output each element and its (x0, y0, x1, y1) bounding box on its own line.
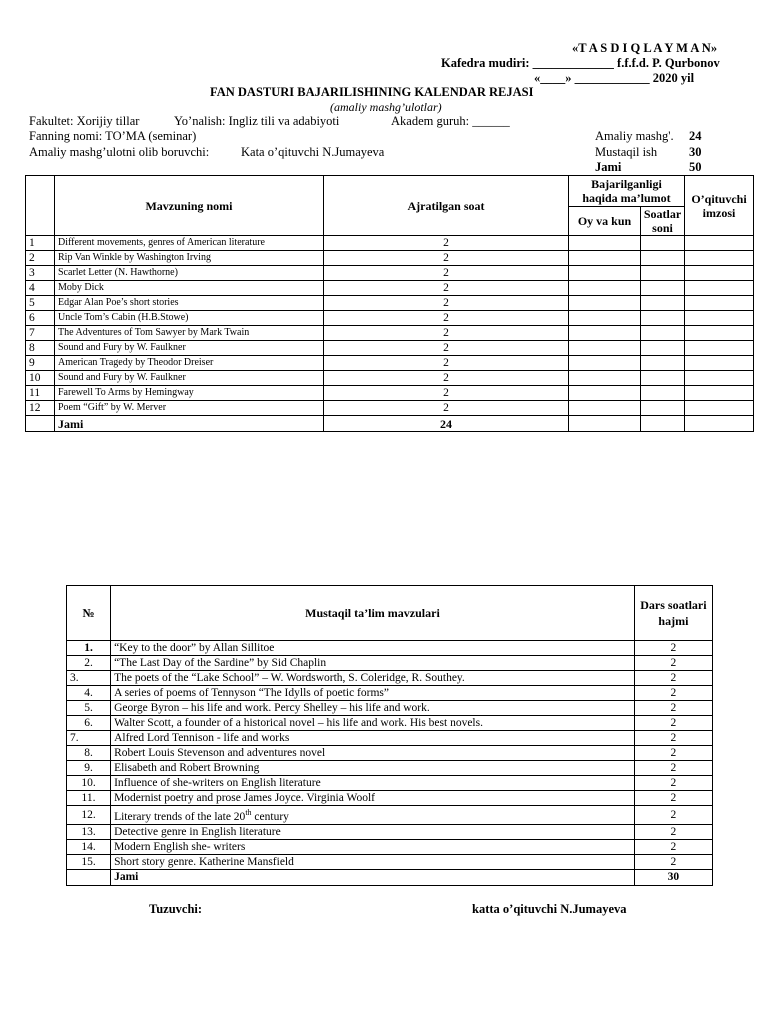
row-hours: 2 (634, 671, 712, 686)
row-number: 4. (67, 686, 111, 701)
row-topic (111, 791, 635, 806)
author-label: Tuzuvchi: (149, 902, 203, 916)
group-label: Akadem guruh: ______ (391, 114, 510, 128)
row-number: 10. (67, 776, 111, 791)
row-date-cell (569, 371, 641, 386)
row-signature-cell (685, 326, 754, 341)
table-row (26, 311, 754, 326)
row-hours: 2 (634, 761, 712, 776)
row-topic (111, 716, 635, 731)
table-row (67, 731, 713, 746)
row-date-cell (569, 386, 641, 401)
row-hours: 2 (634, 746, 712, 761)
header-hours: Dars soatlari hajmi (634, 586, 712, 641)
row-hours: 2 (324, 371, 569, 386)
row-date-cell (569, 311, 641, 326)
total-value: 30 (634, 869, 712, 885)
independent-study-table (66, 585, 713, 886)
row-date-cell (569, 266, 641, 281)
table-row (67, 806, 713, 825)
row-topic-text: “Key to the door” by Allan Sillitoe (114, 642, 275, 654)
row-topic (111, 806, 635, 825)
row-number: 6. (67, 716, 111, 731)
row-number: 5 (26, 296, 55, 311)
row-hours: 2 (324, 356, 569, 371)
row-hours: 2 (634, 839, 712, 854)
row-hours: 2 (324, 401, 569, 416)
table-row (26, 266, 754, 281)
row-topic: Sound and Fury by W. Faulkner (55, 341, 324, 356)
row-topic (111, 656, 635, 671)
row-topic: The Adventures of Tom Sawyer by Mark Twain (55, 326, 324, 341)
subject-label: Fanning nomi: (29, 129, 103, 143)
row-hours: 2 (324, 281, 569, 296)
row-signature-cell (685, 341, 754, 356)
teacher-name: Kata o’qituvchi N.Jumayeva (241, 145, 385, 159)
row-topic-text: Alfred Lord Tennison - life and works (114, 732, 290, 744)
row-count-cell (641, 236, 685, 251)
row-topic (111, 671, 635, 686)
total-date-cell (569, 416, 641, 432)
table-row (67, 686, 713, 701)
row-date-cell (569, 251, 641, 266)
row-number: 13. (67, 824, 111, 839)
approval-date: «____» ____________ 2020 yil (534, 71, 695, 85)
row-number: 2. (67, 656, 111, 671)
row-count-cell (641, 341, 685, 356)
row-topic: Moby Dick (55, 281, 324, 296)
row-hours: 2 (324, 236, 569, 251)
row-count-cell (641, 401, 685, 416)
row-topic: Poem “Gift” by W. Merver (55, 401, 324, 416)
table-row (26, 341, 754, 356)
row-topic: Different movements, genres of American literature (55, 236, 324, 251)
row-topic: American Tragedy by Theodor Dreiser (55, 356, 324, 371)
header-topic: Mustaqil ta’lim mavzulari (111, 586, 635, 641)
row-signature-cell (685, 371, 754, 386)
table-row (26, 386, 754, 401)
row-number: 2 (26, 251, 55, 266)
row-number: 4 (26, 281, 55, 296)
row-topic (111, 839, 635, 854)
row-hours: 2 (324, 251, 569, 266)
row-topic: Edgar Alan Poe’s short stories (55, 296, 324, 311)
header-number-cell (26, 176, 55, 236)
row-signature-cell (685, 266, 754, 281)
hours-total-value: 50 (689, 160, 702, 174)
hours-independent-value: 30 (689, 145, 702, 159)
row-hours: 2 (324, 386, 569, 401)
row-topic-text: Modern English she- writers (114, 840, 246, 853)
row-signature-cell (685, 251, 754, 266)
table-row (26, 401, 754, 416)
table-row (67, 641, 713, 656)
row-topic-text: Walter Scott, a founder of a historical novel – his life and work. His best novels. (114, 717, 483, 729)
row-topic (111, 761, 635, 776)
teacher-label: Amaliy mashg’ulotni olib boruvchi: (29, 145, 210, 159)
row-signature-cell (685, 401, 754, 416)
row-hours: 2 (324, 326, 569, 341)
row-topic: Scarlet Letter (N. Hawthorne) (55, 266, 324, 281)
row-topic-text: Literary trends of the late 20 (114, 810, 246, 823)
row-count-cell (641, 326, 685, 341)
row-number: 11 (26, 386, 55, 401)
table-row (67, 716, 713, 731)
total-signature-cell (685, 416, 754, 432)
row-topic (111, 686, 635, 701)
author-name: katta o’qituvchi N.Jumayeva (472, 902, 627, 916)
table-row (26, 236, 754, 251)
table-row (26, 281, 754, 296)
row-hours: 2 (634, 791, 712, 806)
row-count-cell (641, 251, 685, 266)
table-row (26, 251, 754, 266)
direction-label: Yo’nalish: Ingliz tili va adabiyoti (174, 114, 340, 128)
row-count-cell (641, 356, 685, 371)
row-topic-text-after: century (251, 810, 289, 823)
approval-title: «T A S D I Q L A Y M A N» (572, 41, 718, 55)
row-signature-cell (685, 386, 754, 401)
document-subtitle: (amaliy mashg’ulotlar) (330, 100, 442, 114)
row-number: 3 (26, 266, 55, 281)
table-total-row (26, 416, 754, 432)
row-number: 3. (67, 671, 111, 686)
row-topic-text: Elisabeth and Robert Browning (114, 762, 260, 774)
header-topic: Mavzuning nomi (55, 176, 324, 236)
approval-head (441, 56, 720, 71)
table-row (67, 656, 713, 671)
table-row (26, 326, 754, 341)
row-count-cell (641, 371, 685, 386)
row-number: 14. (67, 839, 111, 854)
row-topic (111, 641, 635, 656)
row-number: 12 (26, 401, 55, 416)
table-row (67, 791, 713, 806)
row-signature-cell (685, 281, 754, 296)
total-number-cell (67, 869, 111, 885)
table-row (67, 839, 713, 854)
hours-independent-label: Mustaqil ish (595, 145, 658, 159)
row-number: 8 (26, 341, 55, 356)
row-count-cell (641, 296, 685, 311)
row-topic (111, 776, 635, 791)
row-number: 1 (26, 236, 55, 251)
row-topic-text: Short story genre. Katherine Mansfield (114, 855, 294, 868)
row-count-cell (641, 281, 685, 296)
row-hours: 2 (634, 731, 712, 746)
row-topic (111, 731, 635, 746)
row-count-cell (641, 311, 685, 326)
row-topic (111, 854, 635, 869)
row-number: 1. (67, 641, 111, 656)
row-signature-cell (685, 296, 754, 311)
row-topic-text: Detective genre in English literature (114, 825, 281, 838)
row-number: 7. (67, 731, 111, 746)
row-hours: 2 (634, 776, 712, 791)
row-number: 5. (67, 701, 111, 716)
row-topic (111, 701, 635, 716)
row-number: 12. (67, 806, 111, 825)
row-topic-superscript: th (245, 808, 252, 817)
row-topic-text: The poets of the “Lake School” – W. Wordsworth, S. Coleridge, R. Southey. (114, 672, 465, 684)
total-label: Jami (111, 869, 635, 885)
subject-name: TO’MA (seminar) (102, 129, 197, 143)
row-number: 11. (67, 791, 111, 806)
row-hours: 2 (634, 701, 712, 716)
row-hours: 2 (324, 296, 569, 311)
table-row (67, 761, 713, 776)
row-topic (111, 746, 635, 761)
row-date-cell (569, 281, 641, 296)
row-hours: 2 (634, 716, 712, 731)
header-date: Oy va kun (569, 207, 641, 236)
row-date-cell (569, 236, 641, 251)
row-number: 7 (26, 326, 55, 341)
total-value: 24 (324, 416, 569, 432)
row-count-cell (641, 386, 685, 401)
row-topic (111, 824, 635, 839)
faculty-label: Fakultet: Xorijiy tillar (29, 114, 140, 128)
total-number-cell (26, 416, 55, 432)
row-date-cell (569, 401, 641, 416)
header-completion: Bajarilganligi haqida ma’lumot (569, 176, 685, 207)
header-hour-count: Soatlar soni (641, 207, 685, 236)
table-row (67, 854, 713, 869)
table-row (67, 746, 713, 761)
total-label: Jami (55, 416, 324, 432)
row-hours: 2 (634, 824, 712, 839)
row-topic-text: A series of poems of Tennyson “The Idylls of poetic forms” (114, 687, 389, 699)
row-hours: 2 (324, 266, 569, 281)
row-hours: 2 (634, 641, 712, 656)
table-row (67, 701, 713, 716)
row-count-cell (641, 266, 685, 281)
row-topic-text: Modernist poetry and prose James Joyce. Virginia Woolf (114, 792, 375, 804)
header-hours: Ajratilgan soat (324, 176, 569, 236)
row-number: 6 (26, 311, 55, 326)
row-hours: 2 (634, 656, 712, 671)
table-row (26, 296, 754, 311)
row-hours: 2 (634, 686, 712, 701)
row-topic: Farewell To Arms by Hemingway (55, 386, 324, 401)
header-signature: O’qituvchi imzosi (685, 176, 754, 236)
total-count-cell (641, 416, 685, 432)
row-topic-text: Robert Louis Stevenson and adventures novel (114, 747, 326, 759)
row-number: 9 (26, 356, 55, 371)
approval-head-name: f.f.f.d. P. Qurbonov (617, 56, 720, 70)
row-signature-cell (685, 236, 754, 251)
header-number: № (67, 586, 111, 641)
table-total-row (67, 869, 713, 885)
row-hours: 2 (634, 806, 712, 825)
approval-head-label: Kafedra mudiri: (441, 56, 530, 70)
row-hours: 2 (324, 311, 569, 326)
table-row (67, 671, 713, 686)
hours-total-label: Jami (595, 160, 622, 174)
row-date-cell (569, 326, 641, 341)
row-signature-cell (685, 356, 754, 371)
row-topic: Uncle Tom’s Cabin (H.B.Stowe) (55, 311, 324, 326)
row-hours: 2 (634, 854, 712, 869)
table-row (67, 776, 713, 791)
row-hours: 2 (324, 341, 569, 356)
subject-line (29, 129, 196, 144)
table-row (26, 356, 754, 371)
table-row (67, 824, 713, 839)
row-topic: Rip Van Winkle by Washington Irving (55, 251, 324, 266)
row-topic-text: Influence of she-writers on English literature (114, 777, 321, 789)
row-date-cell (569, 296, 641, 311)
calendar-plan-table (25, 175, 754, 432)
row-number: 15. (67, 854, 111, 869)
row-topic-text: George Byron – his life and work. Percy Shelley – his life and work. (114, 702, 430, 714)
row-number: 8. (67, 746, 111, 761)
hours-practical-value: 24 (689, 129, 702, 143)
row-number: 10 (26, 371, 55, 386)
table-row (26, 371, 754, 386)
document-title: FAN DASTURI BAJARILISHINING KALENDAR REJASI (210, 85, 534, 99)
row-signature-cell (685, 311, 754, 326)
row-number: 9. (67, 761, 111, 776)
hours-practical-label: Amaliy mashg'. (595, 129, 674, 143)
row-topic: Sound and Fury by W. Faulkner (55, 371, 324, 386)
row-date-cell (569, 356, 641, 371)
row-topic-text: “The Last Day of the Sardine” by Sid Chaplin (114, 657, 327, 669)
row-date-cell (569, 341, 641, 356)
approval-head-line: _____________ (532, 56, 614, 70)
